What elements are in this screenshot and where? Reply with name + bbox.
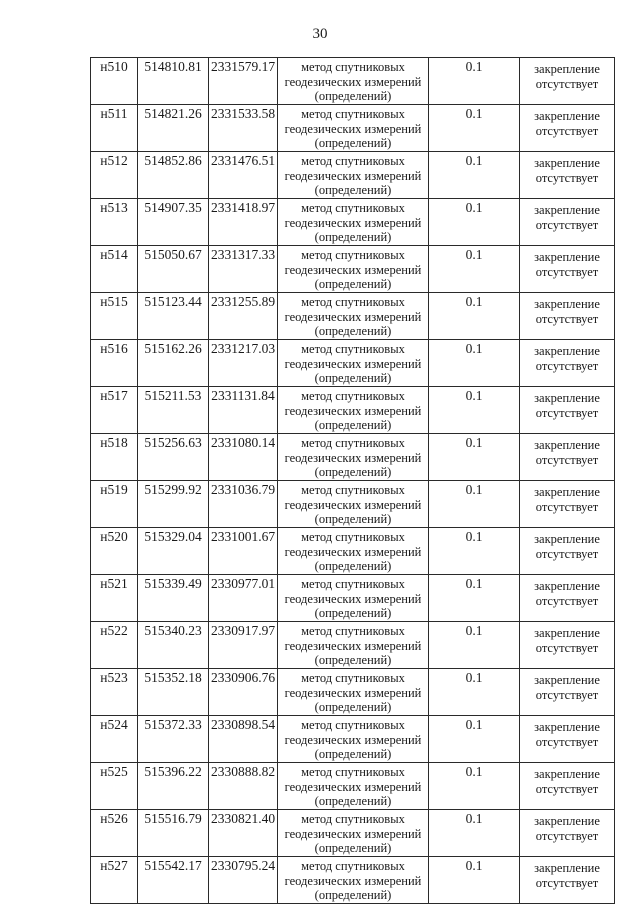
coordinates-table-body bbox=[91, 58, 615, 904]
accuracy-cell: 0.1 bbox=[429, 481, 520, 528]
method-text-line: геодезических измерений bbox=[284, 121, 422, 136]
accuracy-cell: 0.1 bbox=[429, 716, 520, 763]
method-text-line: геодезических измерений bbox=[284, 544, 422, 559]
method-text-line: метод спутниковых bbox=[301, 295, 405, 309]
table-row bbox=[91, 293, 615, 340]
fixing-text-line: закрепление bbox=[534, 626, 600, 640]
method-text-line: геодезических измерений bbox=[284, 74, 422, 89]
table-row bbox=[91, 810, 615, 857]
fixing-text-line: закрепление bbox=[534, 814, 600, 828]
point-id-cell: н516 bbox=[91, 340, 138, 387]
y-coordinate-cell: 2330917.97 bbox=[209, 622, 278, 669]
fixing-text-line: отсутствует bbox=[535, 217, 599, 232]
method-text-line: метод спутниковых bbox=[301, 765, 405, 779]
fixing-text-line: отсутствует bbox=[535, 781, 599, 796]
method-cell bbox=[278, 528, 429, 575]
accuracy-cell: 0.1 bbox=[429, 105, 520, 152]
method-text-line: геодезических измерений bbox=[284, 168, 422, 183]
x-coordinate-cell: 514852.86 bbox=[138, 152, 209, 199]
point-id-cell: н513 bbox=[91, 199, 138, 246]
point-id-cell: н527 bbox=[91, 857, 138, 904]
fixing-text-line: закрепление bbox=[534, 767, 600, 781]
method-text-line: геодезических измерений bbox=[284, 356, 422, 371]
method-cell bbox=[278, 340, 429, 387]
method-text-line: геодезических измерений bbox=[284, 638, 422, 653]
fixing-text-line: отсутствует bbox=[535, 640, 599, 655]
x-coordinate-cell: 514821.26 bbox=[138, 105, 209, 152]
method-text-line: геодезических измерений bbox=[284, 309, 422, 324]
fixing-cell bbox=[520, 58, 615, 105]
table-row bbox=[91, 105, 615, 152]
method-cell bbox=[278, 857, 429, 904]
method-text-line: метод спутниковых bbox=[301, 718, 405, 732]
method-text-line: (определений) bbox=[314, 371, 392, 385]
accuracy-cell: 0.1 bbox=[429, 810, 520, 857]
method-text-line: метод спутниковых bbox=[301, 248, 405, 262]
x-coordinate-cell: 514907.35 bbox=[138, 199, 209, 246]
point-id-cell: н515 bbox=[91, 293, 138, 340]
x-coordinate-cell: 515339.49 bbox=[138, 575, 209, 622]
table-row bbox=[91, 246, 615, 293]
fixing-text-line: закрепление bbox=[534, 438, 600, 452]
fixing-text-line: закрепление bbox=[534, 156, 600, 170]
method-text-line: геодезических измерений bbox=[284, 685, 422, 700]
method-text-line: (определений) bbox=[314, 418, 392, 432]
point-id-cell: н526 bbox=[91, 810, 138, 857]
method-text-line: метод спутниковых bbox=[301, 154, 405, 168]
y-coordinate-cell: 2331036.79 bbox=[209, 481, 278, 528]
x-coordinate-cell: 515516.79 bbox=[138, 810, 209, 857]
method-text-line: (определений) bbox=[314, 324, 392, 338]
method-text-line: метод спутниковых bbox=[301, 342, 405, 356]
method-text-line: (определений) bbox=[314, 136, 392, 150]
fixing-cell bbox=[520, 434, 615, 481]
fixing-text-line: закрепление bbox=[534, 109, 600, 123]
method-text-line: метод спутниковых bbox=[301, 436, 405, 450]
fixing-text-line: закрепление bbox=[534, 720, 600, 734]
fixing-text-line: отсутствует bbox=[535, 311, 599, 326]
method-text-line: (определений) bbox=[314, 512, 392, 526]
accuracy-cell: 0.1 bbox=[429, 669, 520, 716]
method-text-line: геодезических измерений bbox=[284, 591, 422, 606]
accuracy-cell: 0.1 bbox=[429, 293, 520, 340]
fixing-cell bbox=[520, 340, 615, 387]
table-row bbox=[91, 58, 615, 105]
fixing-text-line: закрепление bbox=[534, 203, 600, 217]
method-text-line: метод спутниковых bbox=[301, 577, 405, 591]
fixing-cell bbox=[520, 575, 615, 622]
table-row bbox=[91, 716, 615, 763]
method-text-line: геодезических измерений bbox=[284, 497, 422, 512]
fixing-text-line: отсутствует bbox=[535, 452, 599, 467]
method-cell bbox=[278, 763, 429, 810]
accuracy-cell: 0.1 bbox=[429, 763, 520, 810]
fixing-text-line: отсутствует bbox=[535, 875, 599, 890]
y-coordinate-cell: 2330821.40 bbox=[209, 810, 278, 857]
method-text-line: (определений) bbox=[314, 465, 392, 479]
fixing-text-line: отсутствует bbox=[535, 734, 599, 749]
method-text-line: метод спутниковых bbox=[301, 812, 405, 826]
fixing-text-line: закрепление bbox=[534, 673, 600, 687]
point-id-cell: н514 bbox=[91, 246, 138, 293]
method-cell bbox=[278, 622, 429, 669]
point-id-cell: н525 bbox=[91, 763, 138, 810]
accuracy-cell: 0.1 bbox=[429, 575, 520, 622]
fixing-text-line: закрепление bbox=[534, 250, 600, 264]
point-id-cell: н517 bbox=[91, 387, 138, 434]
y-coordinate-cell: 2331476.51 bbox=[209, 152, 278, 199]
method-cell bbox=[278, 152, 429, 199]
accuracy-cell: 0.1 bbox=[429, 528, 520, 575]
x-coordinate-cell: 515299.92 bbox=[138, 481, 209, 528]
fixing-text-line: отсутствует bbox=[535, 76, 599, 91]
table-row bbox=[91, 528, 615, 575]
accuracy-cell: 0.1 bbox=[429, 387, 520, 434]
y-coordinate-cell: 2331080.14 bbox=[209, 434, 278, 481]
method-cell bbox=[278, 293, 429, 340]
x-coordinate-cell: 515256.63 bbox=[138, 434, 209, 481]
fixing-text-line: отсутствует bbox=[535, 405, 599, 420]
fixing-text-line: закрепление bbox=[534, 297, 600, 311]
method-text-line: (определений) bbox=[314, 183, 392, 197]
method-text-line: геодезических измерений bbox=[284, 732, 422, 747]
method-text-line: (определений) bbox=[314, 841, 392, 855]
method-text-line: метод спутниковых bbox=[301, 201, 405, 215]
fixing-text-line: закрепление bbox=[534, 344, 600, 358]
accuracy-cell: 0.1 bbox=[429, 152, 520, 199]
point-id-cell: н521 bbox=[91, 575, 138, 622]
method-text-line: метод спутниковых bbox=[301, 859, 405, 873]
method-text-line: (определений) bbox=[314, 794, 392, 808]
table-row bbox=[91, 763, 615, 810]
fixing-text-line: закрепление bbox=[534, 532, 600, 546]
table-row bbox=[91, 481, 615, 528]
fixing-cell bbox=[520, 199, 615, 246]
fixing-text-line: отсутствует bbox=[535, 593, 599, 608]
method-cell bbox=[278, 669, 429, 716]
method-cell bbox=[278, 575, 429, 622]
x-coordinate-cell: 515396.22 bbox=[138, 763, 209, 810]
fixing-text-line: отсутствует bbox=[535, 123, 599, 138]
method-text-line: метод спутниковых bbox=[301, 671, 405, 685]
fixing-text-line: отсутствует bbox=[535, 499, 599, 514]
fixing-cell bbox=[520, 669, 615, 716]
fixing-text-line: закрепление bbox=[534, 861, 600, 875]
method-text-line: метод спутниковых bbox=[301, 483, 405, 497]
table-row bbox=[91, 340, 615, 387]
fixing-cell bbox=[520, 105, 615, 152]
x-coordinate-cell: 515340.23 bbox=[138, 622, 209, 669]
point-id-cell: н524 bbox=[91, 716, 138, 763]
fixing-cell bbox=[520, 810, 615, 857]
method-text-line: метод спутниковых bbox=[301, 624, 405, 638]
y-coordinate-cell: 2330888.82 bbox=[209, 763, 278, 810]
y-coordinate-cell: 2331418.97 bbox=[209, 199, 278, 246]
method-cell bbox=[278, 481, 429, 528]
y-coordinate-cell: 2331001.67 bbox=[209, 528, 278, 575]
fixing-cell bbox=[520, 152, 615, 199]
point-id-cell: н512 bbox=[91, 152, 138, 199]
y-coordinate-cell: 2331579.17 bbox=[209, 58, 278, 105]
point-id-cell: н511 bbox=[91, 105, 138, 152]
fixing-cell bbox=[520, 387, 615, 434]
table-row bbox=[91, 199, 615, 246]
method-text-line: (определений) bbox=[314, 700, 392, 714]
method-text-line: (определений) bbox=[314, 606, 392, 620]
accuracy-cell: 0.1 bbox=[429, 622, 520, 669]
method-text-line: геодезических измерений bbox=[284, 779, 422, 794]
method-text-line: (определений) bbox=[314, 230, 392, 244]
method-cell bbox=[278, 716, 429, 763]
point-id-cell: н519 bbox=[91, 481, 138, 528]
y-coordinate-cell: 2330795.24 bbox=[209, 857, 278, 904]
method-cell bbox=[278, 199, 429, 246]
x-coordinate-cell: 514810.81 bbox=[138, 58, 209, 105]
coordinates-table bbox=[90, 57, 615, 904]
method-cell bbox=[278, 387, 429, 434]
accuracy-cell: 0.1 bbox=[429, 246, 520, 293]
table-row bbox=[91, 387, 615, 434]
method-text-line: геодезических измерений bbox=[284, 215, 422, 230]
point-id-cell: н523 bbox=[91, 669, 138, 716]
method-text-line: (определений) bbox=[314, 559, 392, 573]
fixing-cell bbox=[520, 857, 615, 904]
method-text-line: геодезических измерений bbox=[284, 403, 422, 418]
fixing-cell bbox=[520, 716, 615, 763]
method-text-line: (определений) bbox=[314, 653, 392, 667]
y-coordinate-cell: 2331317.33 bbox=[209, 246, 278, 293]
method-text-line: метод спутниковых bbox=[301, 389, 405, 403]
fixing-cell bbox=[520, 528, 615, 575]
table-row bbox=[91, 434, 615, 481]
fixing-cell bbox=[520, 293, 615, 340]
x-coordinate-cell: 515162.26 bbox=[138, 340, 209, 387]
table-row bbox=[91, 575, 615, 622]
method-text-line: (определений) bbox=[314, 277, 392, 291]
fixing-text-line: отсутствует bbox=[535, 687, 599, 702]
fixing-cell bbox=[520, 622, 615, 669]
page-number: 30 bbox=[312, 26, 328, 42]
method-text-line: (определений) bbox=[314, 747, 392, 761]
fixing-text-line: отсутствует bbox=[535, 546, 599, 561]
x-coordinate-cell: 515352.18 bbox=[138, 669, 209, 716]
fixing-text-line: отсутствует bbox=[535, 170, 599, 185]
method-text-line: (определений) bbox=[314, 888, 392, 902]
y-coordinate-cell: 2331217.03 bbox=[209, 340, 278, 387]
accuracy-cell: 0.1 bbox=[429, 857, 520, 904]
method-text-line: (определений) bbox=[314, 89, 392, 103]
method-text-line: метод спутниковых bbox=[301, 530, 405, 544]
method-text-line: геодезических измерений bbox=[284, 873, 422, 888]
accuracy-cell: 0.1 bbox=[429, 199, 520, 246]
x-coordinate-cell: 515211.53 bbox=[138, 387, 209, 434]
fixing-text-line: закрепление bbox=[534, 62, 600, 76]
y-coordinate-cell: 2331533.58 bbox=[209, 105, 278, 152]
method-text-line: геодезических измерений bbox=[284, 450, 422, 465]
fixing-text-line: отсутствует bbox=[535, 264, 599, 279]
accuracy-cell: 0.1 bbox=[429, 58, 520, 105]
fixing-cell bbox=[520, 481, 615, 528]
accuracy-cell: 0.1 bbox=[429, 340, 520, 387]
fixing-cell bbox=[520, 246, 615, 293]
table-row bbox=[91, 857, 615, 904]
point-id-cell: н522 bbox=[91, 622, 138, 669]
y-coordinate-cell: 2331255.89 bbox=[209, 293, 278, 340]
point-id-cell: н510 bbox=[91, 58, 138, 105]
method-text-line: метод спутниковых bbox=[301, 107, 405, 121]
fixing-text-line: закрепление bbox=[534, 485, 600, 499]
fixing-text-line: закрепление bbox=[534, 579, 600, 593]
x-coordinate-cell: 515123.44 bbox=[138, 293, 209, 340]
method-cell bbox=[278, 434, 429, 481]
method-text-line: геодезических измерений bbox=[284, 826, 422, 841]
fixing-cell bbox=[520, 763, 615, 810]
x-coordinate-cell: 515372.33 bbox=[138, 716, 209, 763]
point-id-cell: н520 bbox=[91, 528, 138, 575]
fixing-text-line: закрепление bbox=[534, 391, 600, 405]
table-row bbox=[91, 669, 615, 716]
y-coordinate-cell: 2330977.01 bbox=[209, 575, 278, 622]
method-cell bbox=[278, 810, 429, 857]
x-coordinate-cell: 515542.17 bbox=[138, 857, 209, 904]
y-coordinate-cell: 2330906.76 bbox=[209, 669, 278, 716]
y-coordinate-cell: 2331131.84 bbox=[209, 387, 278, 434]
fixing-text-line: отсутствует bbox=[535, 358, 599, 373]
method-cell bbox=[278, 246, 429, 293]
method-text-line: метод спутниковых bbox=[301, 60, 405, 74]
fixing-text-line: отсутствует bbox=[535, 828, 599, 843]
method-cell bbox=[278, 58, 429, 105]
table-row bbox=[91, 622, 615, 669]
method-text-line: геодезических измерений bbox=[284, 262, 422, 277]
method-cell bbox=[278, 105, 429, 152]
accuracy-cell: 0.1 bbox=[429, 434, 520, 481]
table-row bbox=[91, 152, 615, 199]
y-coordinate-cell: 2330898.54 bbox=[209, 716, 278, 763]
x-coordinate-cell: 515329.04 bbox=[138, 528, 209, 575]
x-coordinate-cell: 515050.67 bbox=[138, 246, 209, 293]
point-id-cell: н518 bbox=[91, 434, 138, 481]
